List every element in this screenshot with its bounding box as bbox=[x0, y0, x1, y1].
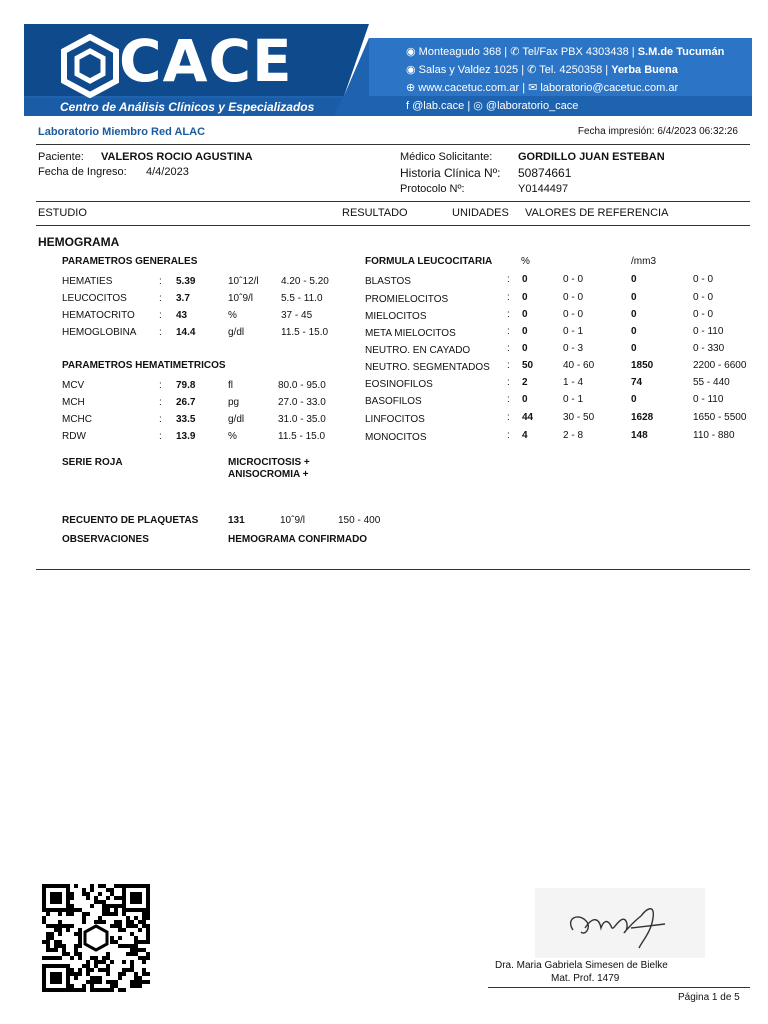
globe-icon: ⊕ bbox=[406, 82, 416, 94]
formula-pct-ref: 30 - 50 bbox=[563, 412, 595, 423]
formula-abs: 0 bbox=[631, 343, 637, 354]
formula-pct: 50 bbox=[522, 360, 534, 371]
param-name: HEMOGLOBINA bbox=[62, 327, 137, 338]
ingreso-label: Fecha de Ingreso: bbox=[38, 166, 127, 178]
formula-abs: 74 bbox=[631, 377, 643, 388]
location-pin-icon: ◉ bbox=[406, 64, 416, 76]
formula-pct-header: % bbox=[521, 256, 530, 267]
colon: : bbox=[507, 377, 510, 388]
formula-name: NEUTRO. EN CAYADO bbox=[365, 345, 471, 356]
param-ref: 5.5 - 11.0 bbox=[281, 293, 323, 304]
instagram-icon: ◎ bbox=[473, 100, 483, 112]
formula-abs-ref: 0 - 0 bbox=[693, 309, 714, 320]
param-ref: 27.0 - 33.0 bbox=[278, 397, 326, 408]
plaquetas-ref: 150 - 400 bbox=[338, 515, 381, 526]
hematimetricos-title: PARAMETROS HEMATIMETRICOS bbox=[62, 360, 226, 371]
formula-pct-ref: 0 - 1 bbox=[563, 394, 584, 405]
colon: : bbox=[159, 380, 162, 391]
param-name: MCHC bbox=[62, 414, 92, 425]
colon: : bbox=[507, 412, 510, 423]
param-unit: 10ˆ12/l bbox=[228, 276, 259, 287]
param-value: 26.7 bbox=[176, 397, 196, 408]
plaquetas-unit: 10ˆ9/l bbox=[280, 515, 306, 526]
colon: : bbox=[159, 327, 162, 338]
protocolo-value: Y0144497 bbox=[518, 183, 569, 195]
formula-pct: 0 bbox=[522, 394, 528, 405]
instagram-handle[interactable]: @laboratorio_cace bbox=[485, 100, 579, 112]
serie-roja-line1: MICROCITOSIS + bbox=[228, 457, 310, 468]
phone-2: Tel. 4250358 bbox=[539, 64, 603, 76]
divider-top bbox=[36, 144, 750, 145]
formula-name: BASOFILOS bbox=[365, 396, 422, 407]
colon: : bbox=[507, 309, 510, 320]
formula-pct: 0 bbox=[522, 343, 528, 354]
col-resultado: RESULTADO bbox=[342, 207, 408, 219]
address-2: Salas y Valdez 1025 bbox=[418, 64, 519, 76]
header-banner bbox=[24, 24, 752, 120]
formula-abs-ref: 0 - 0 bbox=[693, 274, 714, 285]
formula-abs: 0 bbox=[631, 394, 637, 405]
formula-abs: 0 bbox=[631, 309, 637, 320]
signature-image bbox=[535, 888, 705, 958]
formula-pct-ref: 0 - 1 bbox=[563, 326, 584, 337]
observaciones-value: HEMOGRAMA CONFIRMADO bbox=[228, 534, 368, 545]
formula-pct: 4 bbox=[522, 430, 528, 441]
print-date-value: 6/4/2023 06:32:26 bbox=[657, 126, 738, 137]
patient-label: Paciente: bbox=[38, 151, 84, 163]
formula-abs-ref: 1650 - 5500 bbox=[693, 412, 747, 423]
colon: : bbox=[507, 326, 510, 337]
ingreso-date: 4/4/2023 bbox=[146, 166, 189, 178]
param-value: 14.4 bbox=[176, 327, 196, 338]
param-value: 43 bbox=[176, 310, 188, 321]
col-valores: VALORES DE REFERENCIA bbox=[525, 207, 669, 219]
param-unit: g/dl bbox=[228, 327, 245, 338]
formula-pct-ref: 0 - 0 bbox=[563, 274, 584, 285]
tagline: Centro de Análisis Clínicos y Especializados bbox=[60, 100, 315, 114]
protocolo-label: Protocolo Nº: bbox=[400, 183, 465, 195]
formula-abs-ref: 110 - 880 bbox=[693, 430, 735, 441]
colon: : bbox=[159, 293, 162, 304]
colon: : bbox=[159, 414, 162, 425]
divider-footer bbox=[488, 987, 750, 988]
phone-icon: ✆ bbox=[527, 64, 537, 76]
formula-abs: 148 bbox=[631, 430, 648, 441]
phone-icon: ✆ bbox=[510, 46, 520, 58]
observaciones-label: OBSERVACIONES bbox=[62, 534, 149, 545]
divider-results-end bbox=[36, 569, 750, 570]
formula-pct: 0 bbox=[522, 309, 528, 320]
formula-pct-ref: 0 - 3 bbox=[563, 343, 584, 354]
param-ref: 4.20 - 5.20 bbox=[281, 276, 329, 287]
formula-abs: 0 bbox=[631, 292, 637, 303]
lab-member-label: Laboratorio Miembro Red ALAC bbox=[38, 126, 206, 138]
historia-value: 50874661 bbox=[518, 166, 572, 180]
city-2: Yerba Buena bbox=[611, 64, 678, 76]
formula-pct: 0 bbox=[522, 326, 528, 337]
city-1: S.M.de Tucumán bbox=[637, 46, 725, 58]
colon: : bbox=[507, 274, 510, 285]
website-link[interactable]: www.cacetuc.com.ar bbox=[418, 82, 520, 94]
colon: : bbox=[507, 394, 510, 405]
formula-abs: 0 bbox=[631, 326, 637, 337]
col-estudio: ESTUDIO bbox=[38, 207, 87, 219]
formula-abs-ref: 2200 - 6600 bbox=[693, 360, 747, 371]
colon: : bbox=[159, 310, 162, 321]
hexagon-logo-icon bbox=[60, 34, 120, 98]
divider-columns-bottom bbox=[36, 225, 750, 226]
formula-name: MIELOCITOS bbox=[365, 311, 427, 322]
param-value: 3.7 bbox=[176, 293, 190, 304]
serie-roja-line2: ANISOCROMIA + bbox=[228, 469, 309, 480]
signature-mat: Mat. Prof. 1479 bbox=[551, 973, 620, 984]
formula-abs-ref: 0 - 110 bbox=[693, 394, 724, 405]
col-unidades: UNIDADES bbox=[452, 207, 509, 219]
formula-abs-ref: 55 - 440 bbox=[693, 377, 730, 388]
formula-pct-ref: 40 - 60 bbox=[563, 360, 595, 371]
formula-pct-ref: 0 - 0 bbox=[563, 309, 584, 320]
param-ref: 80.0 - 95.0 bbox=[278, 380, 326, 391]
logo-text: CACE bbox=[119, 27, 293, 95]
generales-title: PARAMETROS GENERALES bbox=[62, 256, 198, 267]
patient-name: VALEROS ROCIO AGUSTINA bbox=[101, 151, 253, 163]
page-number: Página 1 de 5 bbox=[678, 992, 740, 1003]
formula-name: LINFOCITOS bbox=[365, 414, 425, 425]
signature-name: Dra. Maria Gabriela Simesen de Bielke bbox=[495, 960, 668, 971]
facebook-handle[interactable]: @lab.cace bbox=[412, 100, 465, 112]
print-date-label: Fecha impresión: bbox=[577, 126, 655, 137]
colon: : bbox=[159, 397, 162, 408]
param-value: 13.9 bbox=[176, 431, 196, 442]
plaquetas-label: RECUENTO DE PLAQUETAS bbox=[62, 515, 199, 526]
qr-code bbox=[42, 884, 150, 992]
formula-pct: 2 bbox=[522, 377, 528, 388]
contact-line-3: ⊕ www.cacetuc.com.ar | ✉ laboratorio@cacetuc.com.ar bbox=[406, 82, 679, 94]
email-link[interactable]: laboratorio@cacetuc.com.ar bbox=[540, 82, 679, 94]
param-name: HEMATIES bbox=[62, 276, 113, 287]
formula-name: EOSINOFILOS bbox=[365, 379, 433, 390]
colon: : bbox=[159, 431, 162, 442]
formula-abs-ref: 0 - 110 bbox=[693, 326, 724, 337]
location-pin-icon: ◉ bbox=[406, 46, 416, 58]
formula-pct-ref: 1 - 4 bbox=[563, 377, 584, 388]
phone-1: Tel/Fax PBX 4303438 bbox=[522, 46, 629, 58]
historia-label: Historia Clínica Nº: bbox=[400, 166, 501, 180]
param-unit: pg bbox=[228, 397, 240, 408]
param-value: 5.39 bbox=[176, 276, 196, 287]
contact-line-1: ◉ Monteagudo 368 | ✆ Tel/Fax PBX 4303438 | S.M.de Tucumán bbox=[406, 46, 725, 58]
formula-abs: 1850 bbox=[631, 360, 654, 371]
formula-abs-ref: 0 - 330 bbox=[693, 343, 725, 354]
formula-pct: 0 bbox=[522, 274, 528, 285]
formula-pct-ref: 0 - 0 bbox=[563, 292, 584, 303]
param-value: 33.5 bbox=[176, 414, 196, 425]
param-unit: % bbox=[228, 431, 237, 442]
mail-icon: ✉ bbox=[528, 82, 538, 94]
formula-name: META MIELOCITOS bbox=[365, 328, 456, 339]
medico-name: GORDILLO JUAN ESTEBAN bbox=[518, 151, 665, 163]
param-ref: 11.5 - 15.0 bbox=[281, 327, 329, 338]
formula-pct-ref: 2 - 8 bbox=[563, 430, 584, 441]
param-ref: 37 - 45 bbox=[281, 310, 313, 321]
param-name: RDW bbox=[62, 431, 86, 442]
formula-pct: 44 bbox=[522, 412, 534, 423]
param-unit: fl bbox=[228, 380, 233, 391]
contact-line-2: ◉ Salas y Valdez 1025 | ✆ Tel. 4250358 | Yerba Buena bbox=[406, 64, 678, 76]
colon: : bbox=[159, 276, 162, 287]
serie-roja-label: SERIE ROJA bbox=[62, 457, 123, 468]
formula-abs-header: /mm3 bbox=[631, 256, 656, 267]
section-title: HEMOGRAMA bbox=[38, 235, 120, 249]
colon: : bbox=[507, 430, 510, 441]
contact-line-4: f @lab.cace | ◎ @laboratorio_cace bbox=[406, 100, 579, 112]
param-name: LEUCOCITOS bbox=[62, 293, 127, 304]
param-unit: g/dl bbox=[228, 414, 245, 425]
formula-name: MONOCITOS bbox=[365, 432, 427, 443]
param-value: 79.8 bbox=[176, 380, 196, 391]
formula-abs: 1628 bbox=[631, 412, 654, 423]
colon: : bbox=[507, 343, 510, 354]
param-name: HEMATOCRITO bbox=[62, 310, 135, 321]
colon: : bbox=[507, 292, 510, 303]
facebook-icon: f bbox=[406, 100, 410, 112]
divider-columns-top bbox=[36, 201, 750, 202]
formula-abs: 0 bbox=[631, 274, 637, 285]
formula-name: NEUTRO. SEGMENTADOS bbox=[365, 362, 490, 373]
medico-label: Médico Solicitante: bbox=[400, 151, 493, 163]
param-ref: 11.5 - 15.0 bbox=[278, 431, 326, 442]
plaquetas-value: 131 bbox=[228, 515, 245, 526]
print-date bbox=[578, 126, 738, 137]
formula-name: PROMIELOCITOS bbox=[365, 294, 449, 305]
param-name: MCV bbox=[62, 380, 85, 391]
address-1: Monteagudo 368 bbox=[418, 46, 502, 58]
param-unit: 10ˆ9/l bbox=[228, 293, 254, 304]
colon: : bbox=[507, 360, 510, 371]
param-name: MCH bbox=[62, 397, 85, 408]
param-ref: 31.0 - 35.0 bbox=[278, 414, 326, 425]
formula-pct: 0 bbox=[522, 292, 528, 303]
formula-abs-ref: 0 - 0 bbox=[693, 292, 714, 303]
formula-name: BLASTOS bbox=[365, 276, 411, 287]
formula-title: FORMULA LEUCOCITARIA bbox=[365, 256, 493, 267]
param-unit: % bbox=[228, 310, 237, 321]
